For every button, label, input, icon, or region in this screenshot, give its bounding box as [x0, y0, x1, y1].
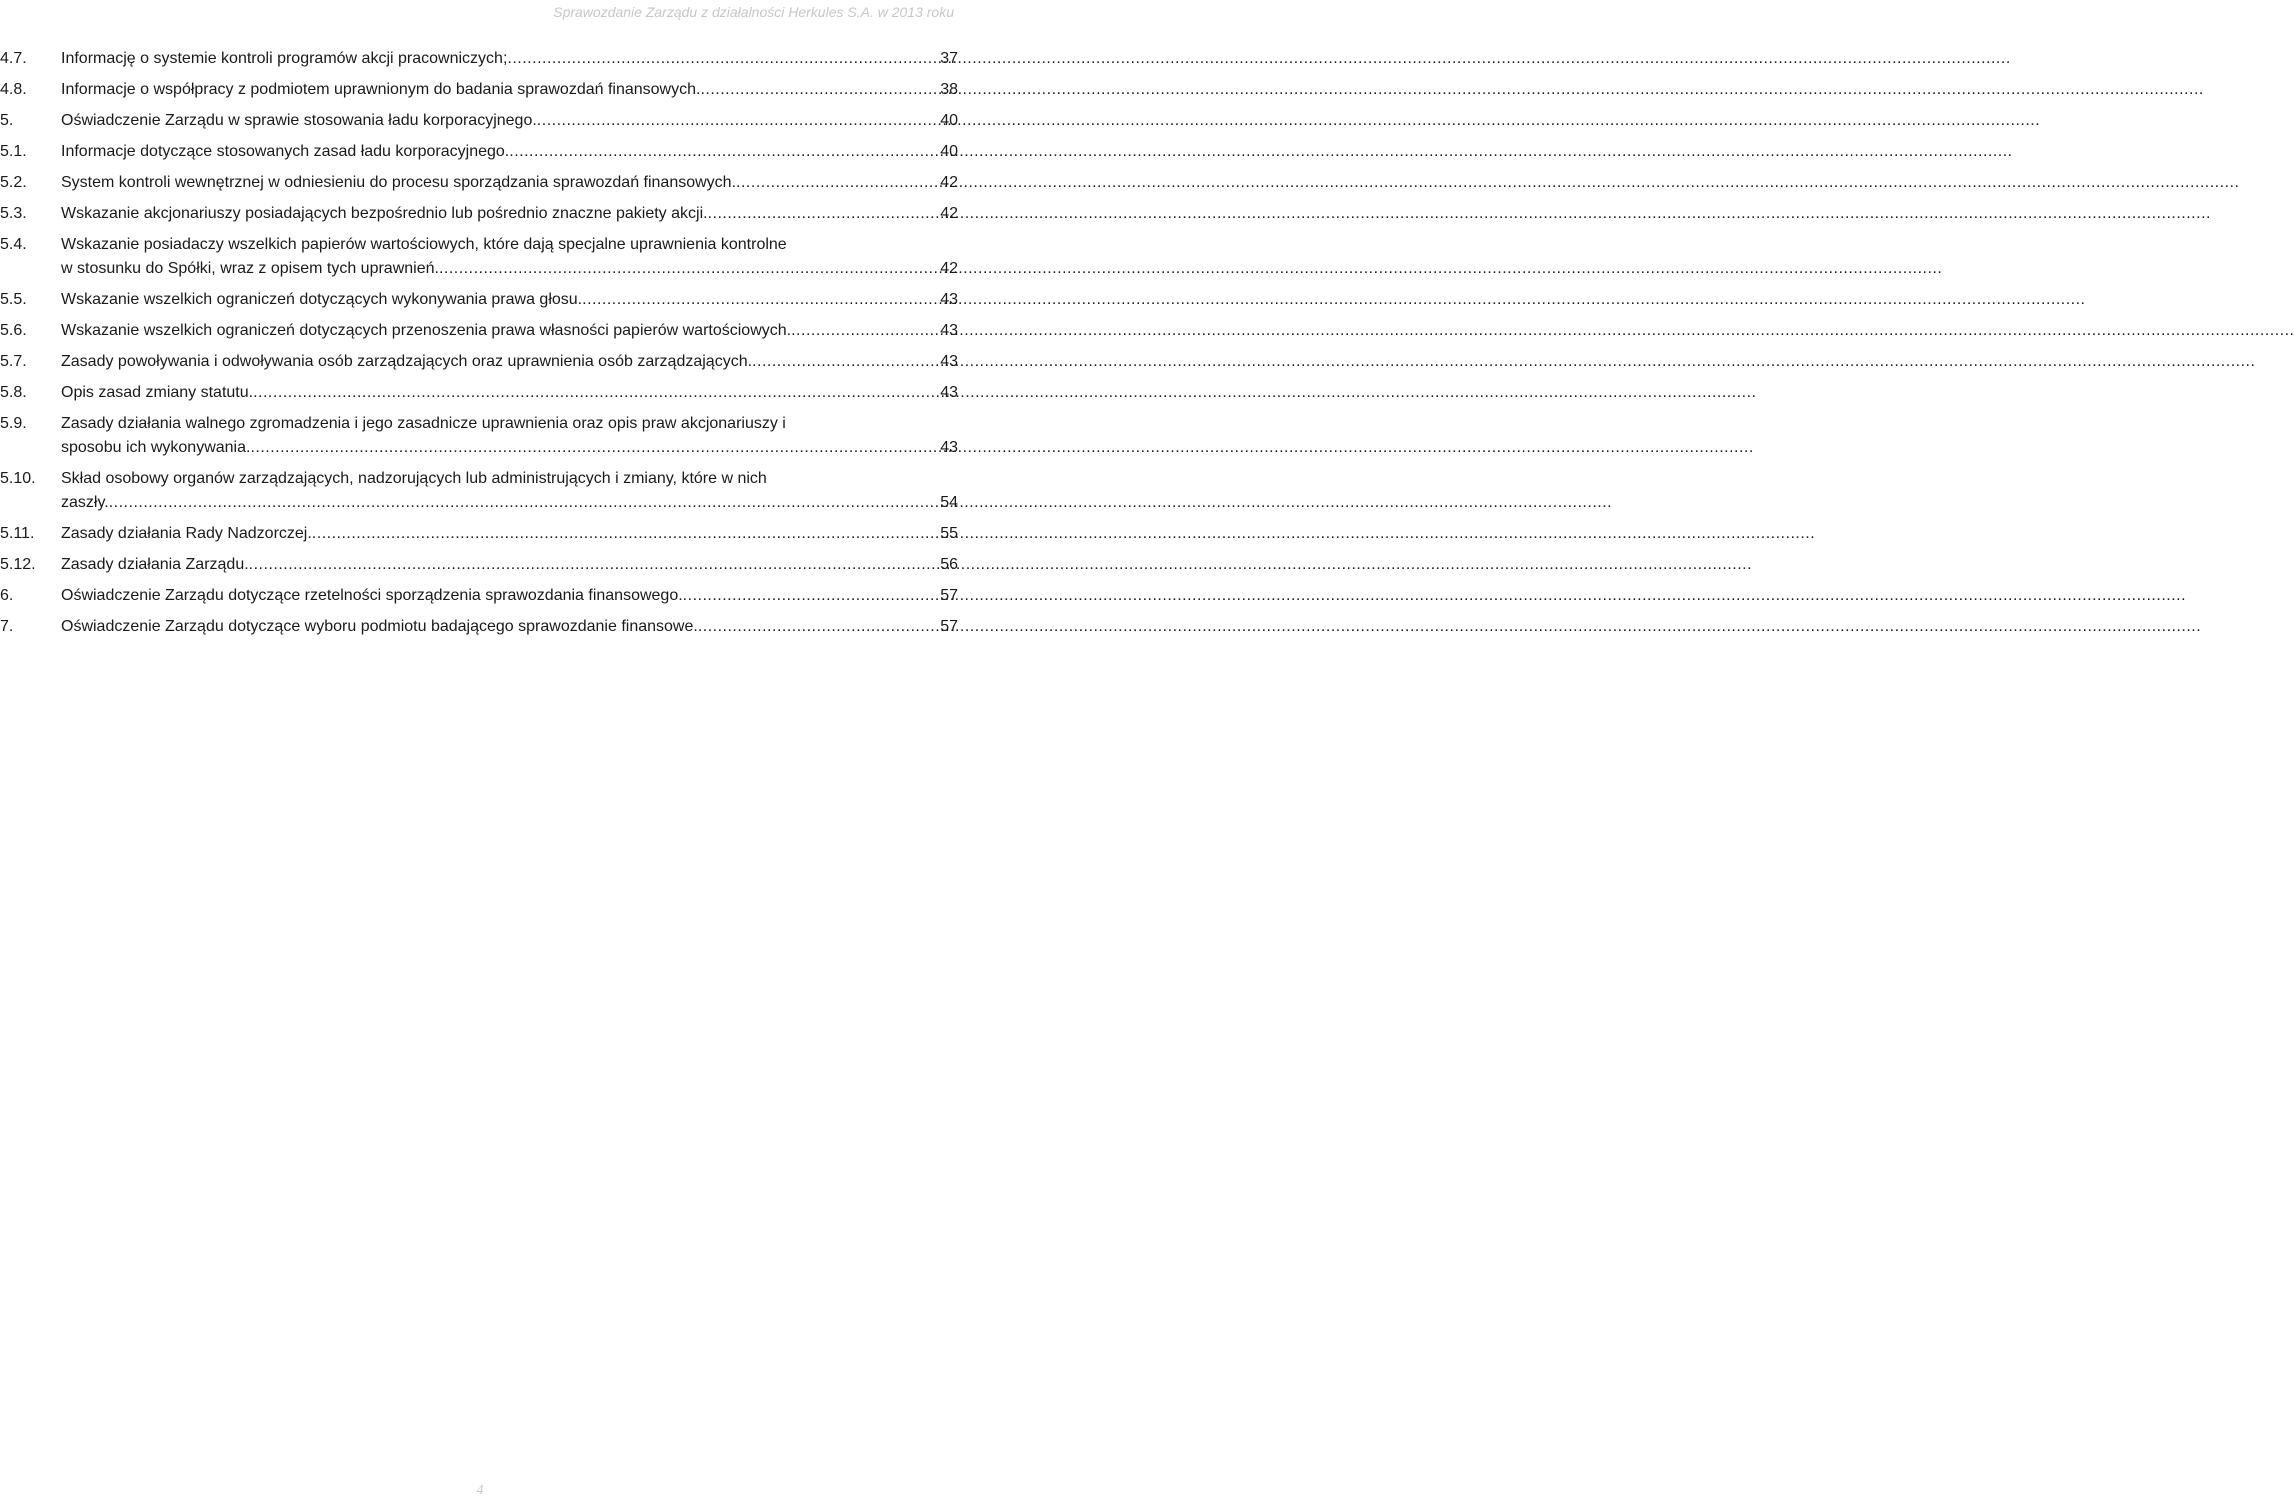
toc-entry-number: 5.1. [0, 143, 27, 160]
toc-entry-title: w stosunku do Spółki, wraz z opisem tych uprawnień. [61, 260, 439, 277]
dot-leader [109, 491, 939, 515]
dot-leader [736, 171, 939, 195]
toc-entry-number: 5.5. [0, 291, 27, 308]
toc-entry-title: Informację o systemie kontroli programów akcji pracowniczych; [61, 50, 508, 67]
dot-leader [509, 140, 939, 164]
dot-leader [752, 350, 939, 374]
toc-entry[interactable] [0, 288, 958, 312]
toc-entry-number: 5.8. [0, 384, 27, 401]
toc-entry[interactable] [0, 584, 958, 608]
toc-entry-number: 5.4. [0, 236, 27, 253]
toc-entry-title: Wskazanie wszelkich ograniczeń dotyczących wykonywania prawa głosu. [61, 291, 583, 308]
toc-entry-page: 42 [940, 205, 958, 222]
toc-entry-title: Oświadczenie Zarządu dotyczące rzetelności sporządzenia sprawozdania finansowego. [61, 587, 683, 604]
toc-entry[interactable] [0, 78, 958, 102]
toc-entry-number: 5.9. [0, 415, 27, 432]
dot-leader [253, 381, 939, 405]
toc-entry-number: 5.3. [0, 205, 27, 222]
toc-entry-number: 4.7. [0, 50, 27, 67]
toc-entry[interactable] [0, 109, 958, 133]
toc-entry-page: 57 [940, 587, 958, 604]
toc-entry-page: 43 [940, 353, 958, 370]
toc-entry-title: Wskazanie akcjonariuszy posiadających bezpośrednio lub pośrednio znaczne pakiety akcji. [61, 205, 708, 222]
toc-entry[interactable] [0, 467, 958, 515]
dot-leader [250, 436, 939, 460]
toc-entry-title: Opis zasad zmiany statutu. [61, 384, 254, 401]
toc-entry-title: Informacje o współpracy z podmiotem uprawnionym do badania sprawozdań finansowych. [61, 81, 701, 98]
toc-entry-title: Oświadczenie Zarządu dotyczące wyboru podmiotu badającego sprawozdanie finansowe. [61, 618, 698, 635]
toc-entry-number: 5.11. [0, 525, 35, 542]
toc-entry-page: 57 [940, 618, 958, 635]
toc-entry-number: 5.10. [0, 470, 36, 487]
dot-leader [708, 202, 940, 226]
toc-entry-number: 6. [0, 587, 14, 604]
toc-entry-page: 40 [940, 112, 958, 129]
table-of-contents [0, 47, 958, 646]
running-header: Sprawozdanie Zarządu z działalności Herkules S.A. w 2013 roku [553, 4, 954, 20]
toc-entry-page: 56 [940, 556, 958, 573]
toc-entry-number: 4.8. [0, 81, 27, 98]
toc-entry[interactable] [0, 615, 958, 639]
toc-entry-page: 43 [940, 384, 958, 401]
toc-entry[interactable] [0, 47, 958, 71]
toc-entry-page: 43 [940, 291, 958, 308]
toc-entry-title: Zasady powoływania i odwoływania osób zarządzających oraz uprawnienia osób zarządzających. [61, 353, 753, 370]
dot-leader [439, 257, 939, 281]
toc-entry-page: 42 [940, 260, 958, 277]
toc-entry[interactable] [0, 319, 958, 343]
toc-entry-title: System kontroli wewnętrznej w odniesieniu do procesu sporządzania sprawozdań finansowych. [61, 174, 737, 191]
toc-entry-number: 5.7. [0, 353, 27, 370]
toc-entry-title: sposobu ich wykonywania. [61, 439, 251, 456]
toc-entry-page: 42 [940, 174, 958, 191]
toc-entry-page: 54 [940, 494, 958, 511]
toc-entry-page: 37 [940, 50, 958, 67]
toc-entry-number: 5.12. [0, 556, 36, 573]
toc-entry-title: Zasady działania Zarządu. [61, 556, 249, 573]
dot-leader [698, 615, 939, 639]
toc-entry[interactable] [0, 381, 958, 405]
toc-entry[interactable] [0, 350, 958, 374]
dot-leader [507, 47, 939, 71]
dot-leader [683, 584, 940, 608]
toc-entry[interactable] [0, 202, 958, 226]
toc-entry[interactable] [0, 171, 958, 195]
page-number: 4 [476, 1483, 484, 1498]
dot-leader [312, 522, 939, 546]
toc-entry-number: 5.2. [0, 174, 27, 191]
toc-entry[interactable] [0, 140, 958, 164]
toc-entry-title-line1: Wskazanie posiadaczy wszelkich papierów wartościowych, które dają specjalne uprawnienia kontrolne [61, 236, 787, 253]
toc-entry-number: 5.6. [0, 322, 27, 339]
dot-leader [582, 288, 939, 312]
toc-entry[interactable] [0, 412, 958, 460]
toc-entry-title-line1: Zasady działania walnego zgromadzenia i jego zasadnicze uprawnienia oraz opis praw akcjonariuszy i [61, 415, 786, 432]
toc-entry-page: 40 [940, 143, 958, 160]
toc-entry-page: 43 [940, 322, 958, 339]
toc-entry-page: 38 [940, 81, 958, 98]
toc-entry-title: zaszły. [61, 494, 109, 511]
toc-entry-title-line1: Skład osobowy organów zarządzających, nadzorujących lub administrujących i zmiany, które w nich [61, 470, 767, 487]
toc-entry[interactable] [0, 233, 958, 281]
toc-entry-page: 43 [940, 439, 958, 456]
toc-entry-title: Wskazanie wszelkich ograniczeń dotyczących przenoszenia prawa własności papierów wartościowych. [61, 322, 792, 339]
dot-leader [537, 109, 939, 133]
toc-entry[interactable] [0, 553, 958, 577]
toc-entry-number: 5. [0, 112, 14, 129]
toc-entry-number: 7. [0, 618, 14, 635]
dot-leader [791, 319, 939, 343]
toc-entry-title: Oświadczenie Zarządu w sprawie stosowania ładu korporacyjnego. [61, 112, 537, 129]
dot-leader [700, 78, 939, 102]
toc-entry-title: Zasady działania Rady Nadzorczej. [61, 525, 312, 542]
toc-entry-title: Informacje dotyczące stosowanych zasad ładu korporacyjnego. [61, 143, 510, 160]
dot-leader [249, 553, 940, 577]
toc-entry-page: 55 [940, 525, 958, 542]
toc-entry[interactable] [0, 522, 958, 546]
